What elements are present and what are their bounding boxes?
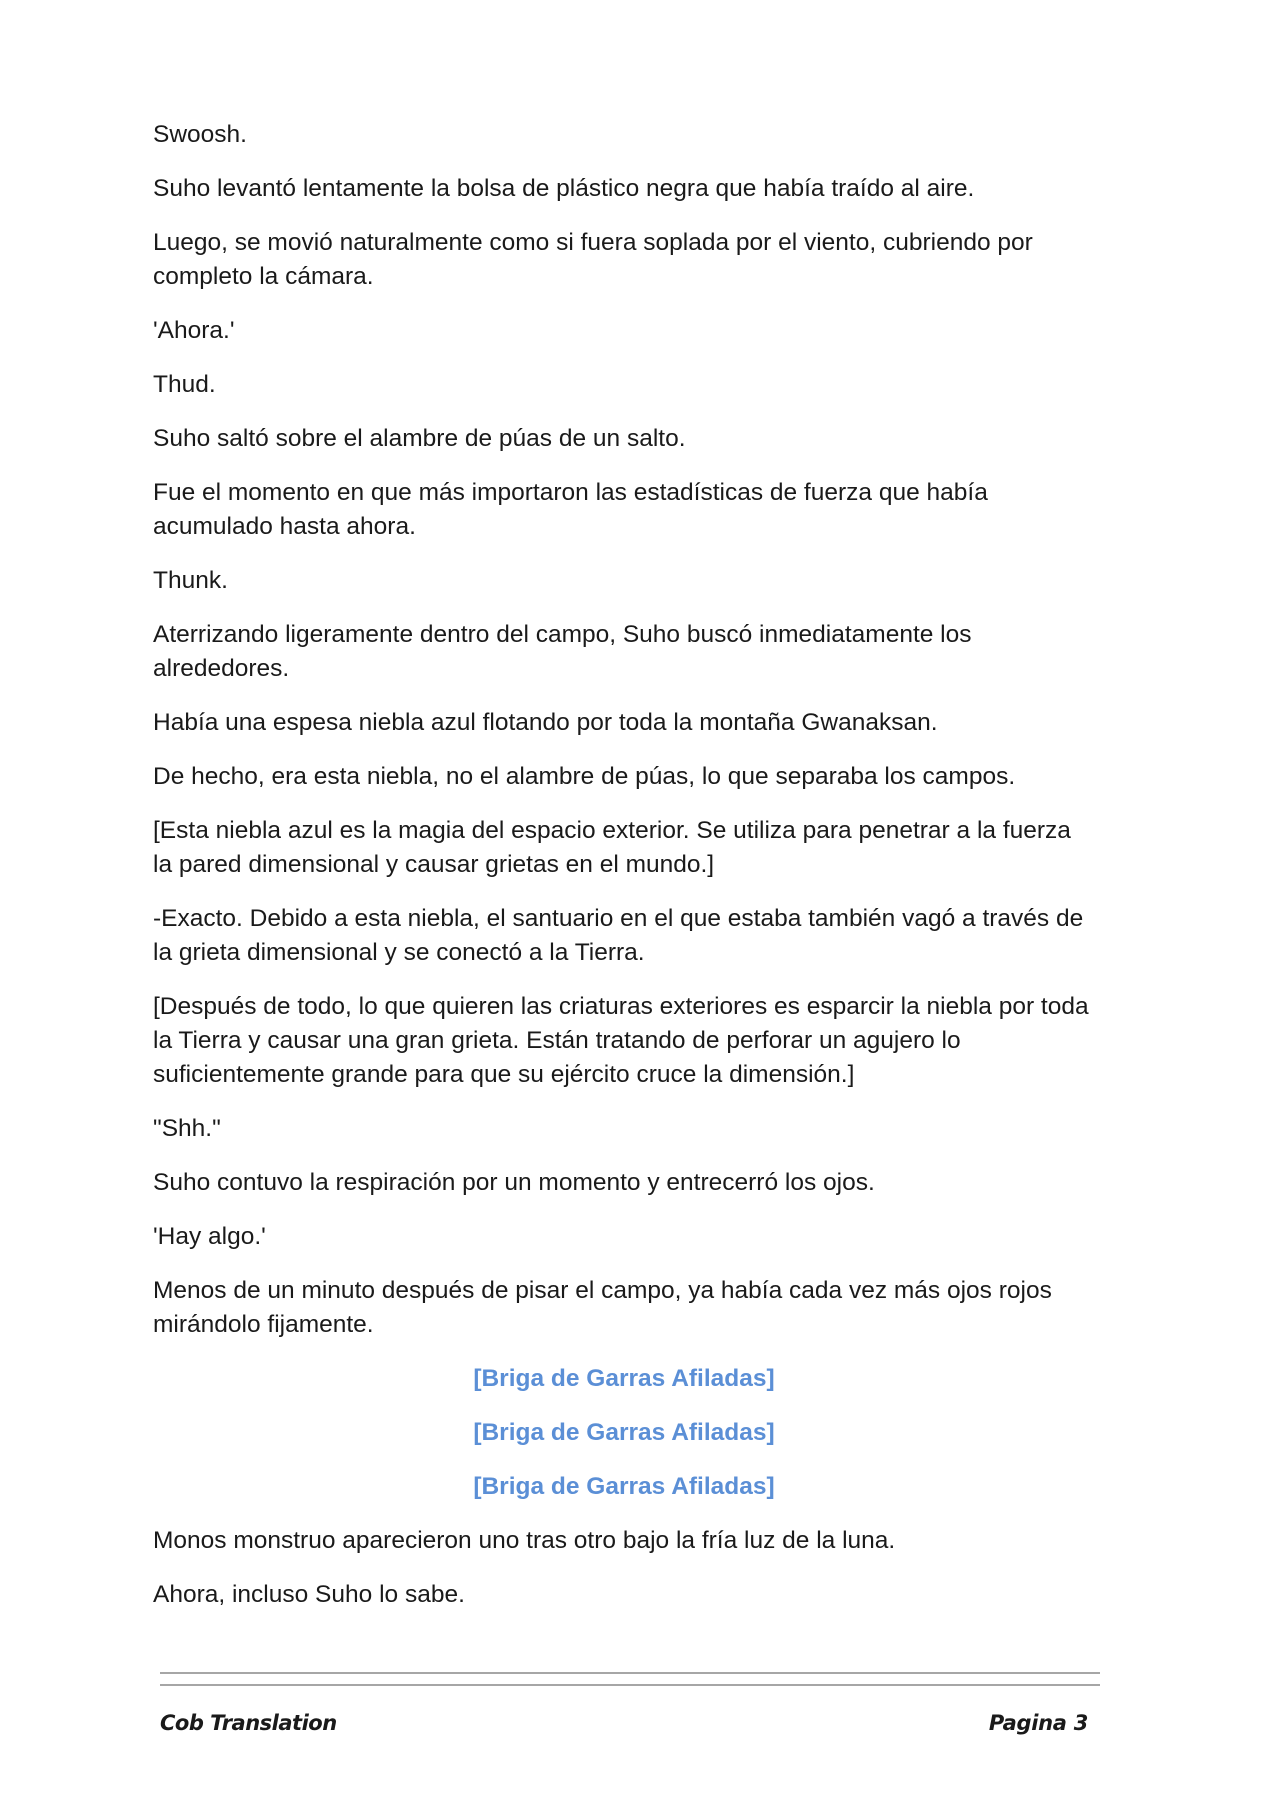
paragraph: Aterrizando ligeramente dentro del campo, Suho buscó inmediatamente los alrededores.: [153, 621, 972, 682]
page-number: Pagina 3: [988, 1711, 1088, 1735]
system-message: [Briga de Garras Afiladas]: [473, 1473, 775, 1500]
paragraph: Ahora, incluso Suho lo sabe.: [153, 1581, 465, 1608]
paragraph: Monos monstruo aparecieron uno tras otro bajo la fría luz de la luna.: [153, 1527, 896, 1554]
page-body: [153, 118, 1095, 1632]
paragraph: 'Hay algo.': [153, 1223, 266, 1250]
paragraph: [Esta niebla azul es la magia del espacio exterior. Se utiliza para penetrar a la fuerza la pared dimensional y causar grietas en el mundo.]: [153, 817, 1071, 878]
paragraph: Swoosh.: [153, 121, 247, 148]
paragraph: Menos de un minuto después de pisar el campo, ya había cada vez más ojos rojos mirándolo fijamente.: [153, 1277, 1052, 1338]
footer-divider-top: [160, 1672, 1100, 1674]
footer-credit: Cob Translation: [160, 1711, 337, 1735]
system-message: [Briga de Garras Afiladas]: [473, 1419, 775, 1446]
paragraph: Thud.: [153, 371, 216, 398]
paragraph: Thunk.: [153, 567, 228, 594]
paragraph: De hecho, era esta niebla, no el alambre de púas, lo que separaba los campos.: [153, 763, 1016, 790]
paragraph: Suho contuvo la respiración por un momento y entrecerró los ojos.: [153, 1169, 875, 1196]
paragraph: 'Ahora.': [153, 317, 235, 344]
paragraph: Luego, se movió naturalmente como si fuera soplada por el viento, cubriendo por completo la cámara.: [153, 229, 1033, 290]
paragraph: "Shh.": [153, 1115, 221, 1142]
paragraph: Había una espesa niebla azul flotando por toda la montaña Gwanaksan.: [153, 709, 938, 736]
paragraph: Suho saltó sobre el alambre de púas de un salto.: [153, 425, 686, 452]
paragraph: [Después de todo, lo que quieren las criaturas exteriores es esparcir la niebla por toda la Tierra y causar una gran grieta. Están tratando de perforar un agujero lo suficientemente grande para que su ejército cruce la dimensión.]: [153, 993, 1089, 1088]
paragraph: -Exacto. Debido a esta niebla, el santuario en el que estaba también vagó a través de la grieta dimensional y se conectó a la Tierra.: [153, 905, 1084, 966]
footer-divider-bottom: [160, 1684, 1100, 1686]
paragraph: Fue el momento en que más importaron las estadísticas de fuerza que había acumulado hasta ahora.: [153, 479, 988, 540]
paragraph: Suho levantó lentamente la bolsa de plástico negra que había traído al aire.: [153, 175, 975, 202]
system-message: [Briga de Garras Afiladas]: [473, 1365, 775, 1392]
